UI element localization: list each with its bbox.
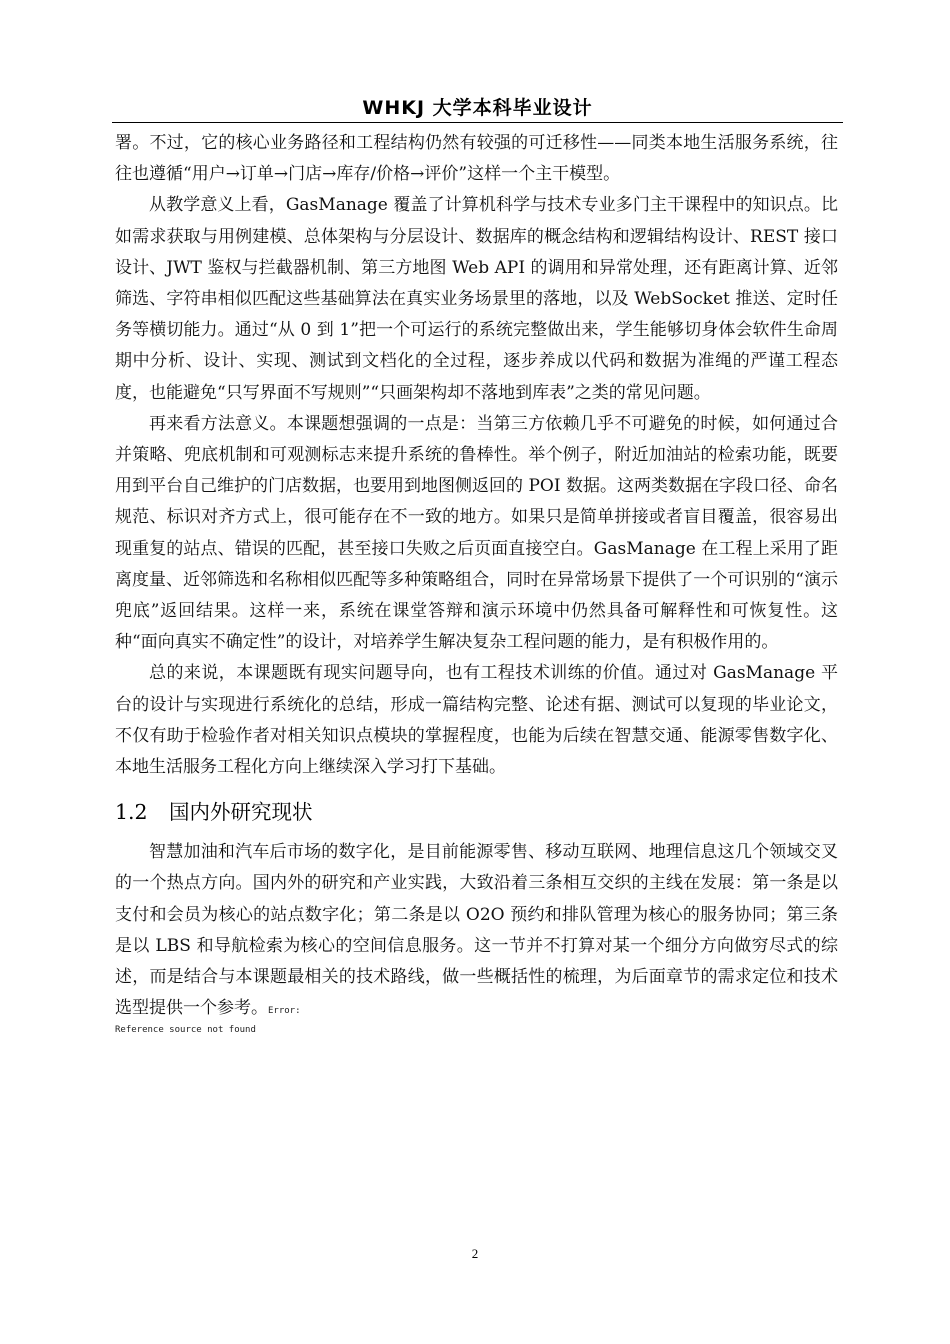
section-number: 1.2 bbox=[115, 800, 148, 825]
section-title: 国内外研究现状 bbox=[169, 800, 313, 825]
section-heading bbox=[115, 795, 838, 829]
paragraph-research-status bbox=[115, 837, 838, 1024]
paragraph-method-significance: 再来看方法意义。本课题想强调的一点是：当第三方依赖几乎不可避免的时候，如何通过合并策略、兜底机制和可观测标志来提升系统的鲁棒性。举个例子，附近加油站的检索功能，既要用到平台自己维护的门店数据，也要用到地图侧返回的 POI 数据。这两类数据在字段口径、命名规范、标识对齐方式上，很可能存在不一致的地方。如果只是简单拼接或者盲目覆盖，很容易出现重复的站点、错误的匹配，甚至接口失败之后页面直接空白。GasManage 在工程上采用了距离度量、近邻筛选和名称相似匹配等多种策略组合，同时在异常场景下提供了一个可识别的“演示兜底”返回结果。这样一来，系统在课堂答辩和演示环境中仍然具备可解释性和可恢复性。这种“面向真实不确定性”的设计，对培养学生解决复杂工程问题的能力，是有积极作用的。 bbox=[115, 413, 838, 653]
cross-reference-error-continued: Reference source not found bbox=[115, 1025, 256, 1036]
running-header: WHKJ 大学本科毕业设计 bbox=[362, 97, 593, 119]
paragraph-research-status-text: 智慧加油和汽车后市场的数字化，是目前能源零售、移动互联网、地理信息这几个领域交叉的一个热点方向。国内外的研究和产业实践，大致沿着三条相互交织的主线在发展：第一条是以支付和会员为核心的站点数字化；第二条是以 O2O 预约和排队管理为核心的服务协同；第三条是以 LBS 和导航检索为核心的空间信息服务。这一节并不打算对某一个细分方向做穷尽式的综述，而是结合与本课题最相关的技术路线，做一些概括性的梳理，为后面章节的需求定位和技术选型提供一个参考。 bbox=[115, 842, 838, 1019]
header-rule bbox=[112, 122, 843, 123]
paragraph-summary: 总的来说，本课题既有现实问题导向，也有工程技术训练的价值。通过对 GasManage 平台的设计与实现进行系统化的总结，形成一篇结构完整、论述有据、测试可以复现的毕业论文，不仅有助于检验作者对相关知识点模块的掌握程度，也能为后续在智慧交通、能源零售数字化、本地生活服务工程化方向上继续深入学习打下基础。 bbox=[115, 663, 838, 778]
body-text bbox=[115, 128, 838, 1036]
page-number: 2 bbox=[471, 1246, 479, 1261]
paragraph-continuation: 署。不过，它的核心业务路径和工程结构仍然有较强的可迁移性——同类本地生活服务系统，往往也遵循“用户→订单→门店→库存/价格→评价”这样一个主干模型。 bbox=[115, 133, 838, 185]
cross-reference-error: Error: bbox=[268, 1006, 301, 1017]
paragraph-teaching-significance: 从教学意义上看，GasManage 覆盖了计算机科学与技术专业多门主干课程中的知识点。比如需求获取与用例建模、总体架构与分层设计、数据库的概念结构和逻辑结构设计、REST 接口设计、JWT 鉴权与拦截器机制、第三方地图 Web API 的调用和异常处理，还有距离计算、近邻筛选、字符串相似匹配这些基础算法在真实业务场景里的落地，以及 WebSocket 推送、定时任务等横切能力。通过“从 0 到 1”把一个可运行的系统完整做出来，学生能够切身体会软件生命周期中分析、设计、实现、测试到文档化的全过程，逐步养成以代码和数据为准绳的严谨工程态度，也能避免“只写界面不写规则”“只画架构却不落地到库表”之类的常见问题。 bbox=[115, 195, 838, 403]
